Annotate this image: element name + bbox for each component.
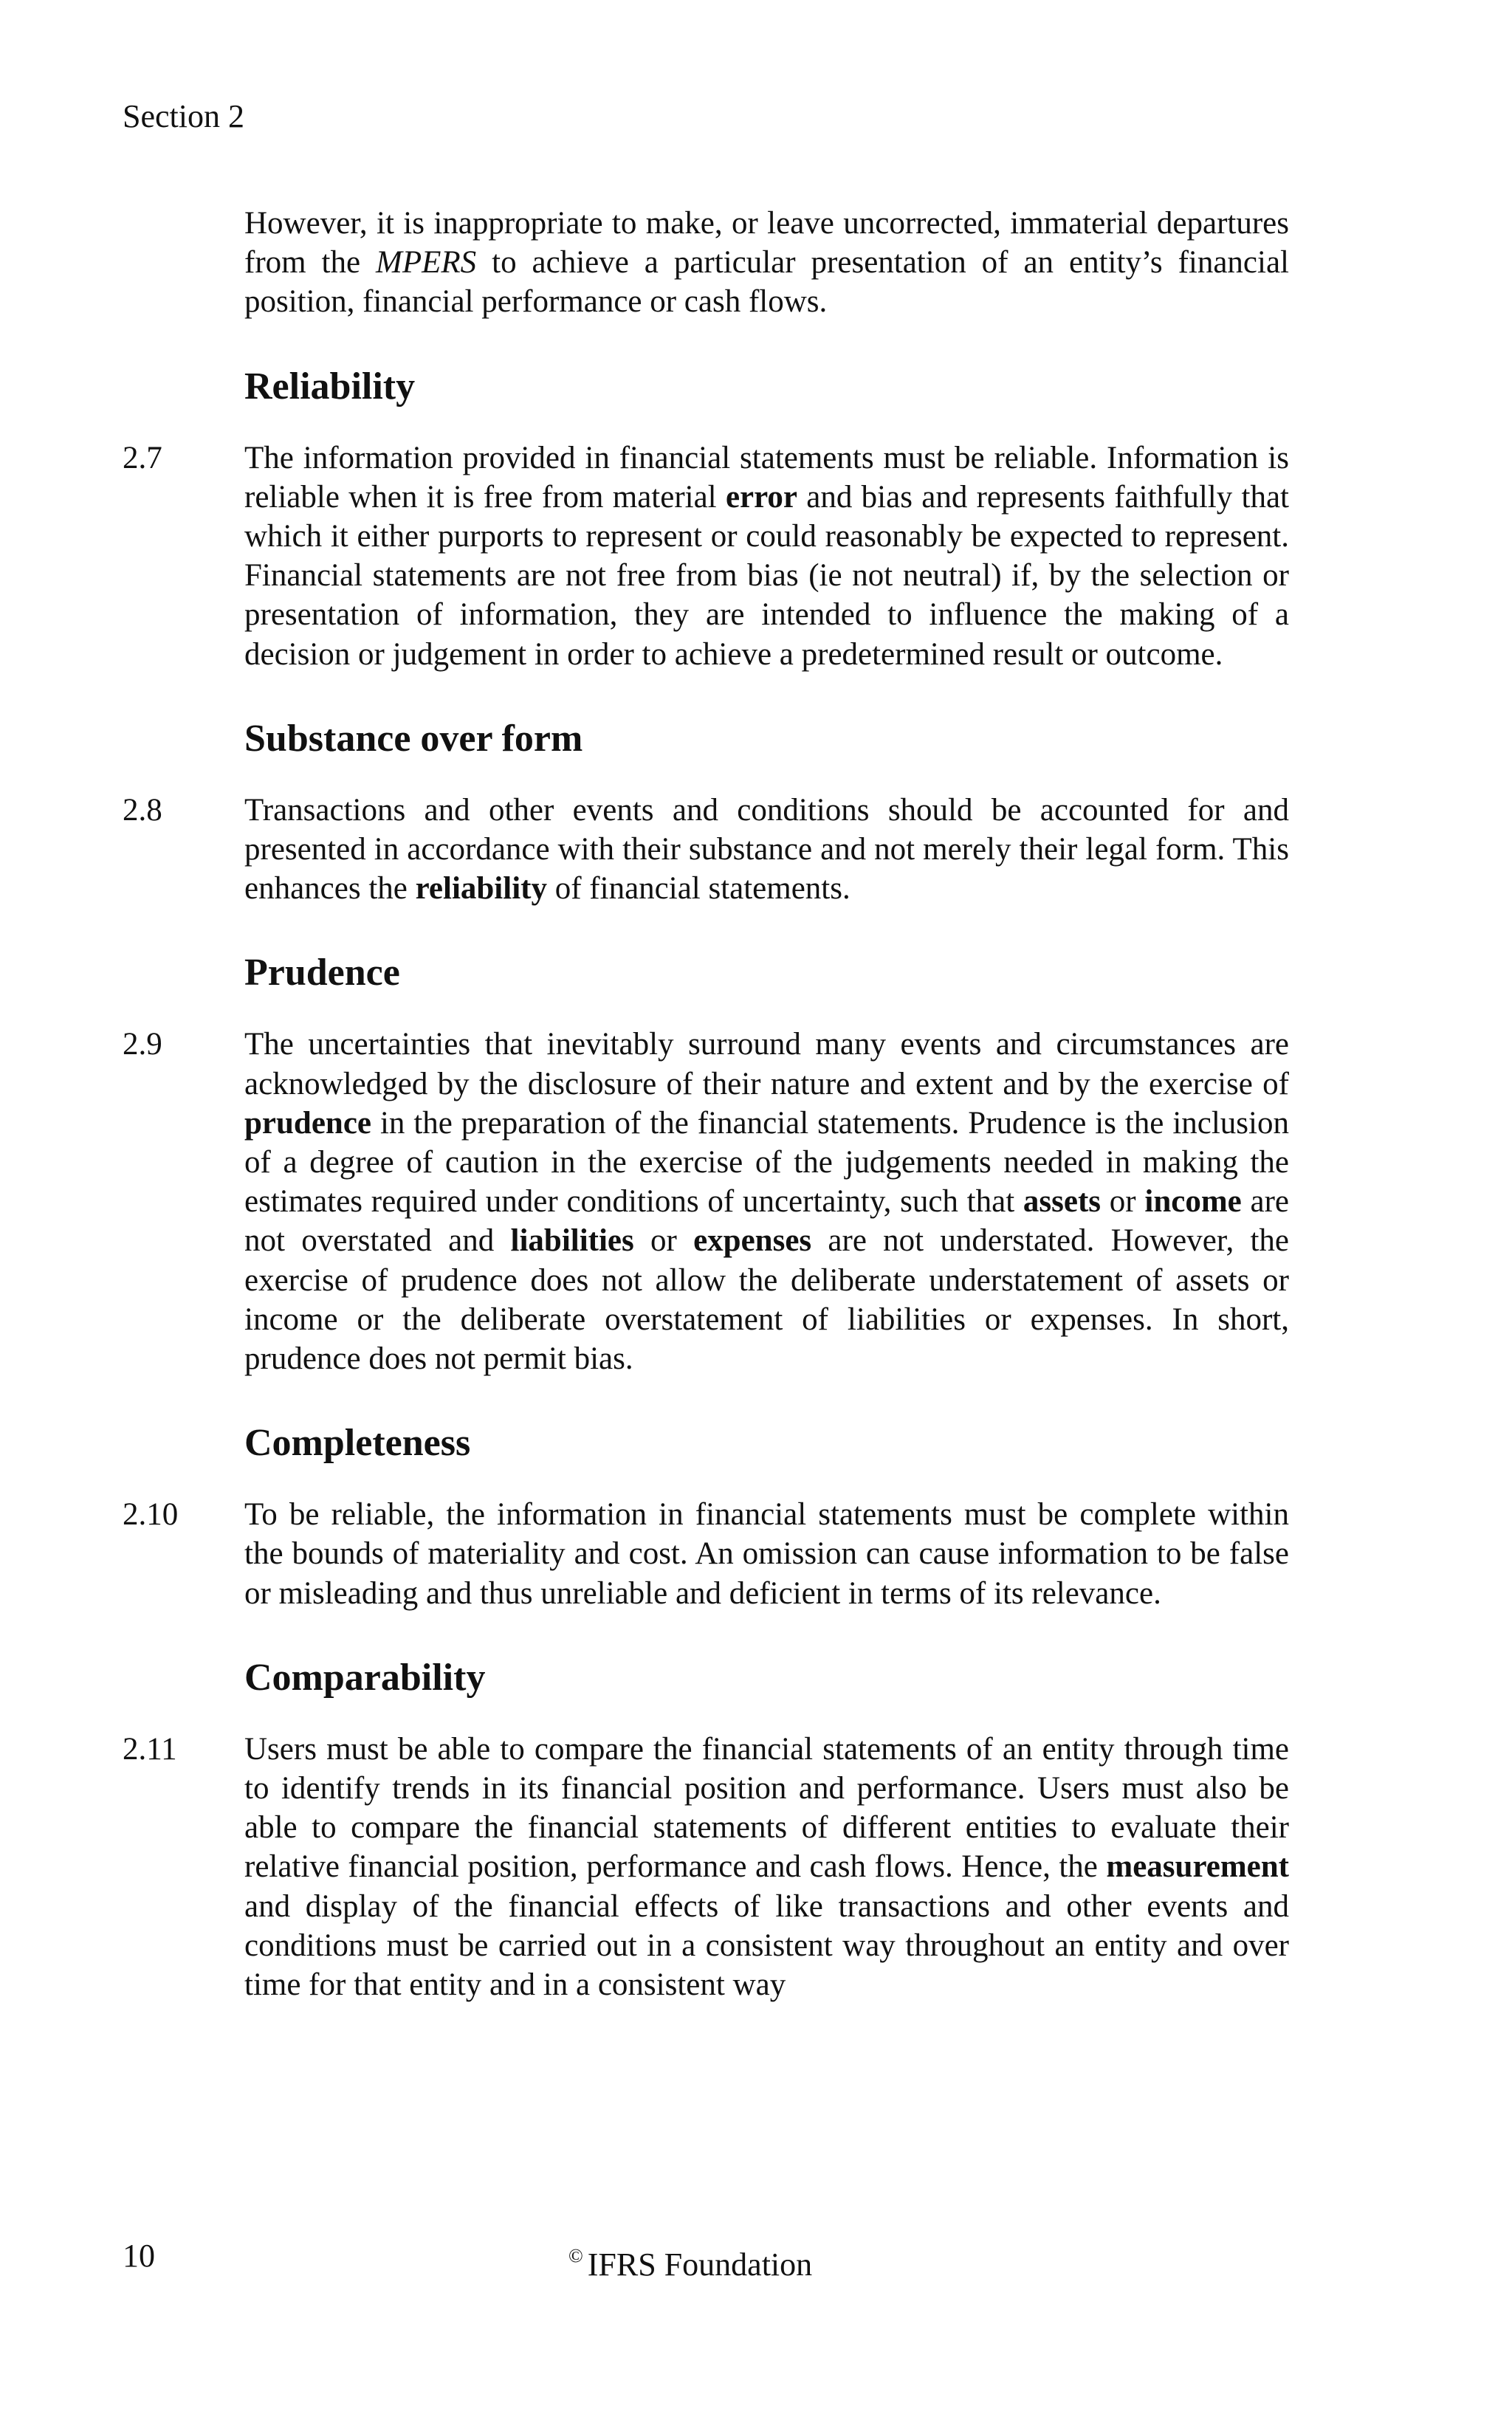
heading-reliability: Reliability bbox=[244, 365, 416, 408]
intro-mpers-italic: MPERS bbox=[376, 245, 477, 281]
page-body bbox=[123, 204, 1289, 2004]
copyright-symbol: © bbox=[568, 2245, 583, 2266]
paragraph-number: 2.9 bbox=[123, 1027, 162, 1062]
defined-term: income bbox=[1144, 1184, 1242, 1220]
paragraph-text: To be reliable, the information in financial statements must be complete within the bounds of materiality and cost. An omission can cause information to be false or misleading and thus unreliable and deficient in terms of its relevance. bbox=[244, 1497, 1289, 1611]
paragraph-text: in the preparation of the financial statements. Prudence is the inclusion of a degree of caution in the exercise of the judgements needed in making the estimates required under conditions of uncertainty, such that bbox=[244, 1105, 1289, 1220]
paragraph-text: or bbox=[1101, 1184, 1145, 1220]
intro-text-1: However, it is inappropriate to make, or leave uncorrected, immaterial departures from the bbox=[244, 206, 1289, 281]
heading-prudence: Prudence bbox=[244, 952, 400, 994]
running-header: Section 2 bbox=[123, 98, 244, 134]
paragraph-text: and bias and represents faithfully that which it either purports to represent or could reasonably be expected to represent. Financial statements are not free from bias (ie not neutral) if, by the selection or presentation of information, they are intended to influence the making of a decision or judgement in order to achieve a predetermined result or outcome. bbox=[244, 479, 1289, 672]
defined-term: prudence bbox=[244, 1105, 371, 1141]
paragraph-2-10 bbox=[123, 1495, 1289, 1613]
defined-term: assets bbox=[1023, 1184, 1102, 1220]
paragraph-2-9 bbox=[123, 1025, 1289, 1378]
paragraph-text: The uncertainties that inevitably surround many events and circumstances are acknowledged by the disclosure of their nature and extent and by the exercise of bbox=[244, 1027, 1289, 1101]
defined-term: error bbox=[725, 479, 798, 515]
paragraph-text: Transactions and other events and conditions should be accounted for and presented in accordance with their substance and not merely their legal form. This enhances the bbox=[244, 792, 1289, 907]
paragraph-number: 2.11 bbox=[123, 1731, 177, 1767]
heading-completeness: Completeness bbox=[244, 1422, 471, 1465]
paragraph-number: 2.7 bbox=[123, 440, 162, 475]
intro-text-2: to achieve a particular presentation of an entity’s financial position, financial performance or cash flows. bbox=[244, 245, 1289, 320]
paragraph-2-7 bbox=[123, 439, 1289, 674]
paragraph-2-11 bbox=[123, 1730, 1289, 2004]
paragraph-2-8 bbox=[123, 791, 1289, 909]
paragraph-text: Users must be able to compare the financial statements of an entity through time to identify trends in its financial position and performance. Users must also be able to compare the financial statements of different entities to evaluate their relative financial position, performance and cash flows. Hence, the bbox=[244, 1731, 1289, 1885]
paragraph-text: and display of the financial effects of like transactions and other events and conditions must be carried out in a consistent way throughout an entity and over time for that entity and in a consistent way bbox=[244, 1888, 1289, 2003]
paragraph-text: are not overstated and bbox=[244, 1184, 1289, 1259]
paragraph-number: 2.8 bbox=[123, 792, 162, 828]
page-number: 10 bbox=[123, 2238, 155, 2274]
paragraph-text: are not understated. However, the exercise of prudence does not allow the deliberate understatement of assets or income or the deliberate overstatement of liabilities or expenses. In short, prudence does not permit bias. bbox=[244, 1223, 1289, 1377]
publisher-name: IFRS Foundation bbox=[587, 2246, 813, 2283]
paragraph-text: The information provided in financial statements must be reliable. Information is reliable when it is free from material bbox=[244, 440, 1289, 515]
paragraph-number: 2.10 bbox=[123, 1497, 179, 1533]
copyright-notice bbox=[568, 2237, 812, 2284]
defined-term: reliability bbox=[415, 871, 547, 907]
paragraph-text: of financial statements. bbox=[546, 871, 850, 907]
paragraph-text: or bbox=[633, 1223, 694, 1259]
heading-substance-over-form: Substance over form bbox=[244, 717, 583, 760]
intro-paragraph bbox=[123, 204, 1289, 322]
defined-term: expenses bbox=[693, 1223, 812, 1259]
defined-term: measurement bbox=[1106, 1849, 1289, 1885]
heading-comparability: Comparability bbox=[244, 1656, 486, 1699]
defined-term: liabilities bbox=[510, 1223, 634, 1259]
